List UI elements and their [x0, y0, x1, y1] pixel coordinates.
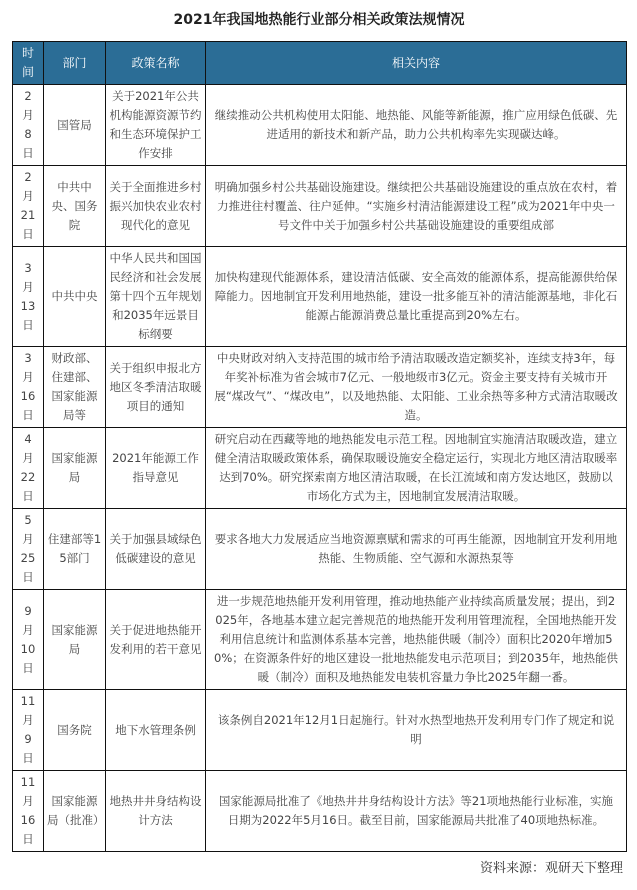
policy-cell: 关于加强县域绿色低碳建设的意见: [106, 509, 206, 590]
date-cell: 9月10日: [13, 590, 44, 690]
table-row: [13, 166, 627, 247]
dept-cell: 国务院: [44, 690, 106, 771]
content-cell: 明确加强乡村公共基础设施建设。继续把公共基础设施建设的重点放在农村，着力推进往村覆盖、往户延伸。“实施乡村清洁能源建设工程”成为2021年中央一号文件中关于加强乡村公共基础设施建设的重要组成部: [206, 166, 627, 247]
table-row: [13, 590, 627, 690]
dept-cell: 国管局: [44, 85, 106, 166]
content-cell: 继续推动公共机构使用太阳能、地热能、风能等新能源，推广应用绿色低碳、先进适用的新技术和新产品，助力公共机构率先实现碳达峰。: [206, 85, 627, 166]
date-cell: 11月9日: [13, 690, 44, 771]
date-cell: 2月21日: [13, 166, 44, 247]
dept-cell: 财政部、住建部、国家能源局等: [44, 347, 106, 428]
policy-cell: 关于组织申报北方地区冬季清洁取暖项目的通知: [106, 347, 206, 428]
header-dept: 部门: [44, 42, 106, 85]
table-row: [13, 85, 627, 166]
date-cell: 3月16日: [13, 347, 44, 428]
policy-cell: 关于全面推进乡村振兴加快农业农村现代化的意见: [106, 166, 206, 247]
dept-cell: 中共中央: [44, 247, 106, 347]
content-cell: 国家能源局批准了《地热井井身结构设计方法》等21项地热能行业标准，实施日期为2022年5月16日。截至目前，国家能源局共批准了40项地热标准。: [206, 771, 627, 852]
policy-cell: 2021年能源工作指导意见: [106, 428, 206, 509]
content-cell: 进一步规范地热能开发利用管理，推动地热能产业持续高质量发展；提出，到2025年，各地基本建立起完善规范的地热能开发利用管理流程，全国地热能开发利用信息统计和监测体系基本完善，地热能供暖（制冷）面积比2020年增加50%；在资源条件好的地区建设一批地热能发电示范项目；到2035年，地热能供暖（制冷）面积及地热能发电装机容量力争比2025年翻一番。: [206, 590, 627, 690]
dept-cell: 国家能源局: [44, 590, 106, 690]
table-row: [13, 347, 627, 428]
content-cell: 加快构建现代能源体系，建设清洁低碳、安全高效的能源体系，提高能源供给保障能力。因地制宜开发利用地热能，建设一批多能互补的清洁能源基地，非化石能源占能源消费总量比重提高到20%左右。: [206, 247, 627, 347]
page-title: 2021年我国地热能行业部分相关政策法规情况: [173, 12, 465, 28]
date-cell: 11月16日: [13, 771, 44, 852]
date-cell: 3月13日: [13, 247, 44, 347]
policy-cell: 中华人民共和国国民经济和社会发展第十四个五年规划和2035年远景目标纲要: [106, 247, 206, 347]
policy-cell: 关于2021年公共机构能源资源节约和生态环境保护工作安排: [106, 85, 206, 166]
header-date: 时间: [13, 42, 44, 85]
table-row: [13, 509, 627, 590]
content-cell: 要求各地大力发展适应当地资源禀赋和需求的可再生能源，因地制宜开发利用地热能、生物质能、空气源和水源热泵等: [206, 509, 627, 590]
table-header-row: [13, 42, 627, 85]
content-cell: 该条例自2021年12月1日起施行。针对水热型地热开发利用专门作了规定和说明: [206, 690, 627, 771]
table-row: [13, 771, 627, 852]
date-cell: 4月22日: [13, 428, 44, 509]
table-row: [13, 690, 627, 771]
table-row: [13, 428, 627, 509]
dept-cell: 住建部等15部门: [44, 509, 106, 590]
dept-cell: 国家能源局: [44, 428, 106, 509]
date-cell: 2月8日: [13, 85, 44, 166]
table-row: [13, 247, 627, 347]
policy-table: [12, 41, 627, 852]
dept-cell: 国家能源局（批准）: [44, 771, 106, 852]
dept-cell: 中共中央、国务院: [44, 166, 106, 247]
content-cell: 研究启动在西藏等地的地热能发电示范工程。因地制宜实施清洁取暖改造，建立健全清洁取暖政策体系，确保取暖设施安全稳定运行，实现北方地区清洁取暖率达到70%。研究探索南方地区清洁取暖，在长江流域和南方发达地区，鼓励以市场化方式为主，因地制宜发展清洁取暖。: [206, 428, 627, 509]
header-content: 相关内容: [206, 42, 627, 85]
date-cell: 5月25日: [13, 509, 44, 590]
policy-cell: 地下水管理条例: [106, 690, 206, 771]
source-note: 资料来源：观研天下整理: [479, 861, 623, 876]
policy-cell: 地热井井身结构设计方法: [106, 771, 206, 852]
header-policy: 政策名称: [106, 42, 206, 85]
content-cell: 中央财政对纳入支持范围的城市给予清洁取暖改造定额奖补，连续支持3年，每年奖补标准为省会城市7亿元、一般地级市3亿元。资金主要支持有关城市开展“煤改气”、“煤改电”，以及地热能、太阳能、工业余热等多种方式清洁取暖改造。: [206, 347, 627, 428]
policy-cell: 关于促进地热能开发利用的若干意见: [106, 590, 206, 690]
